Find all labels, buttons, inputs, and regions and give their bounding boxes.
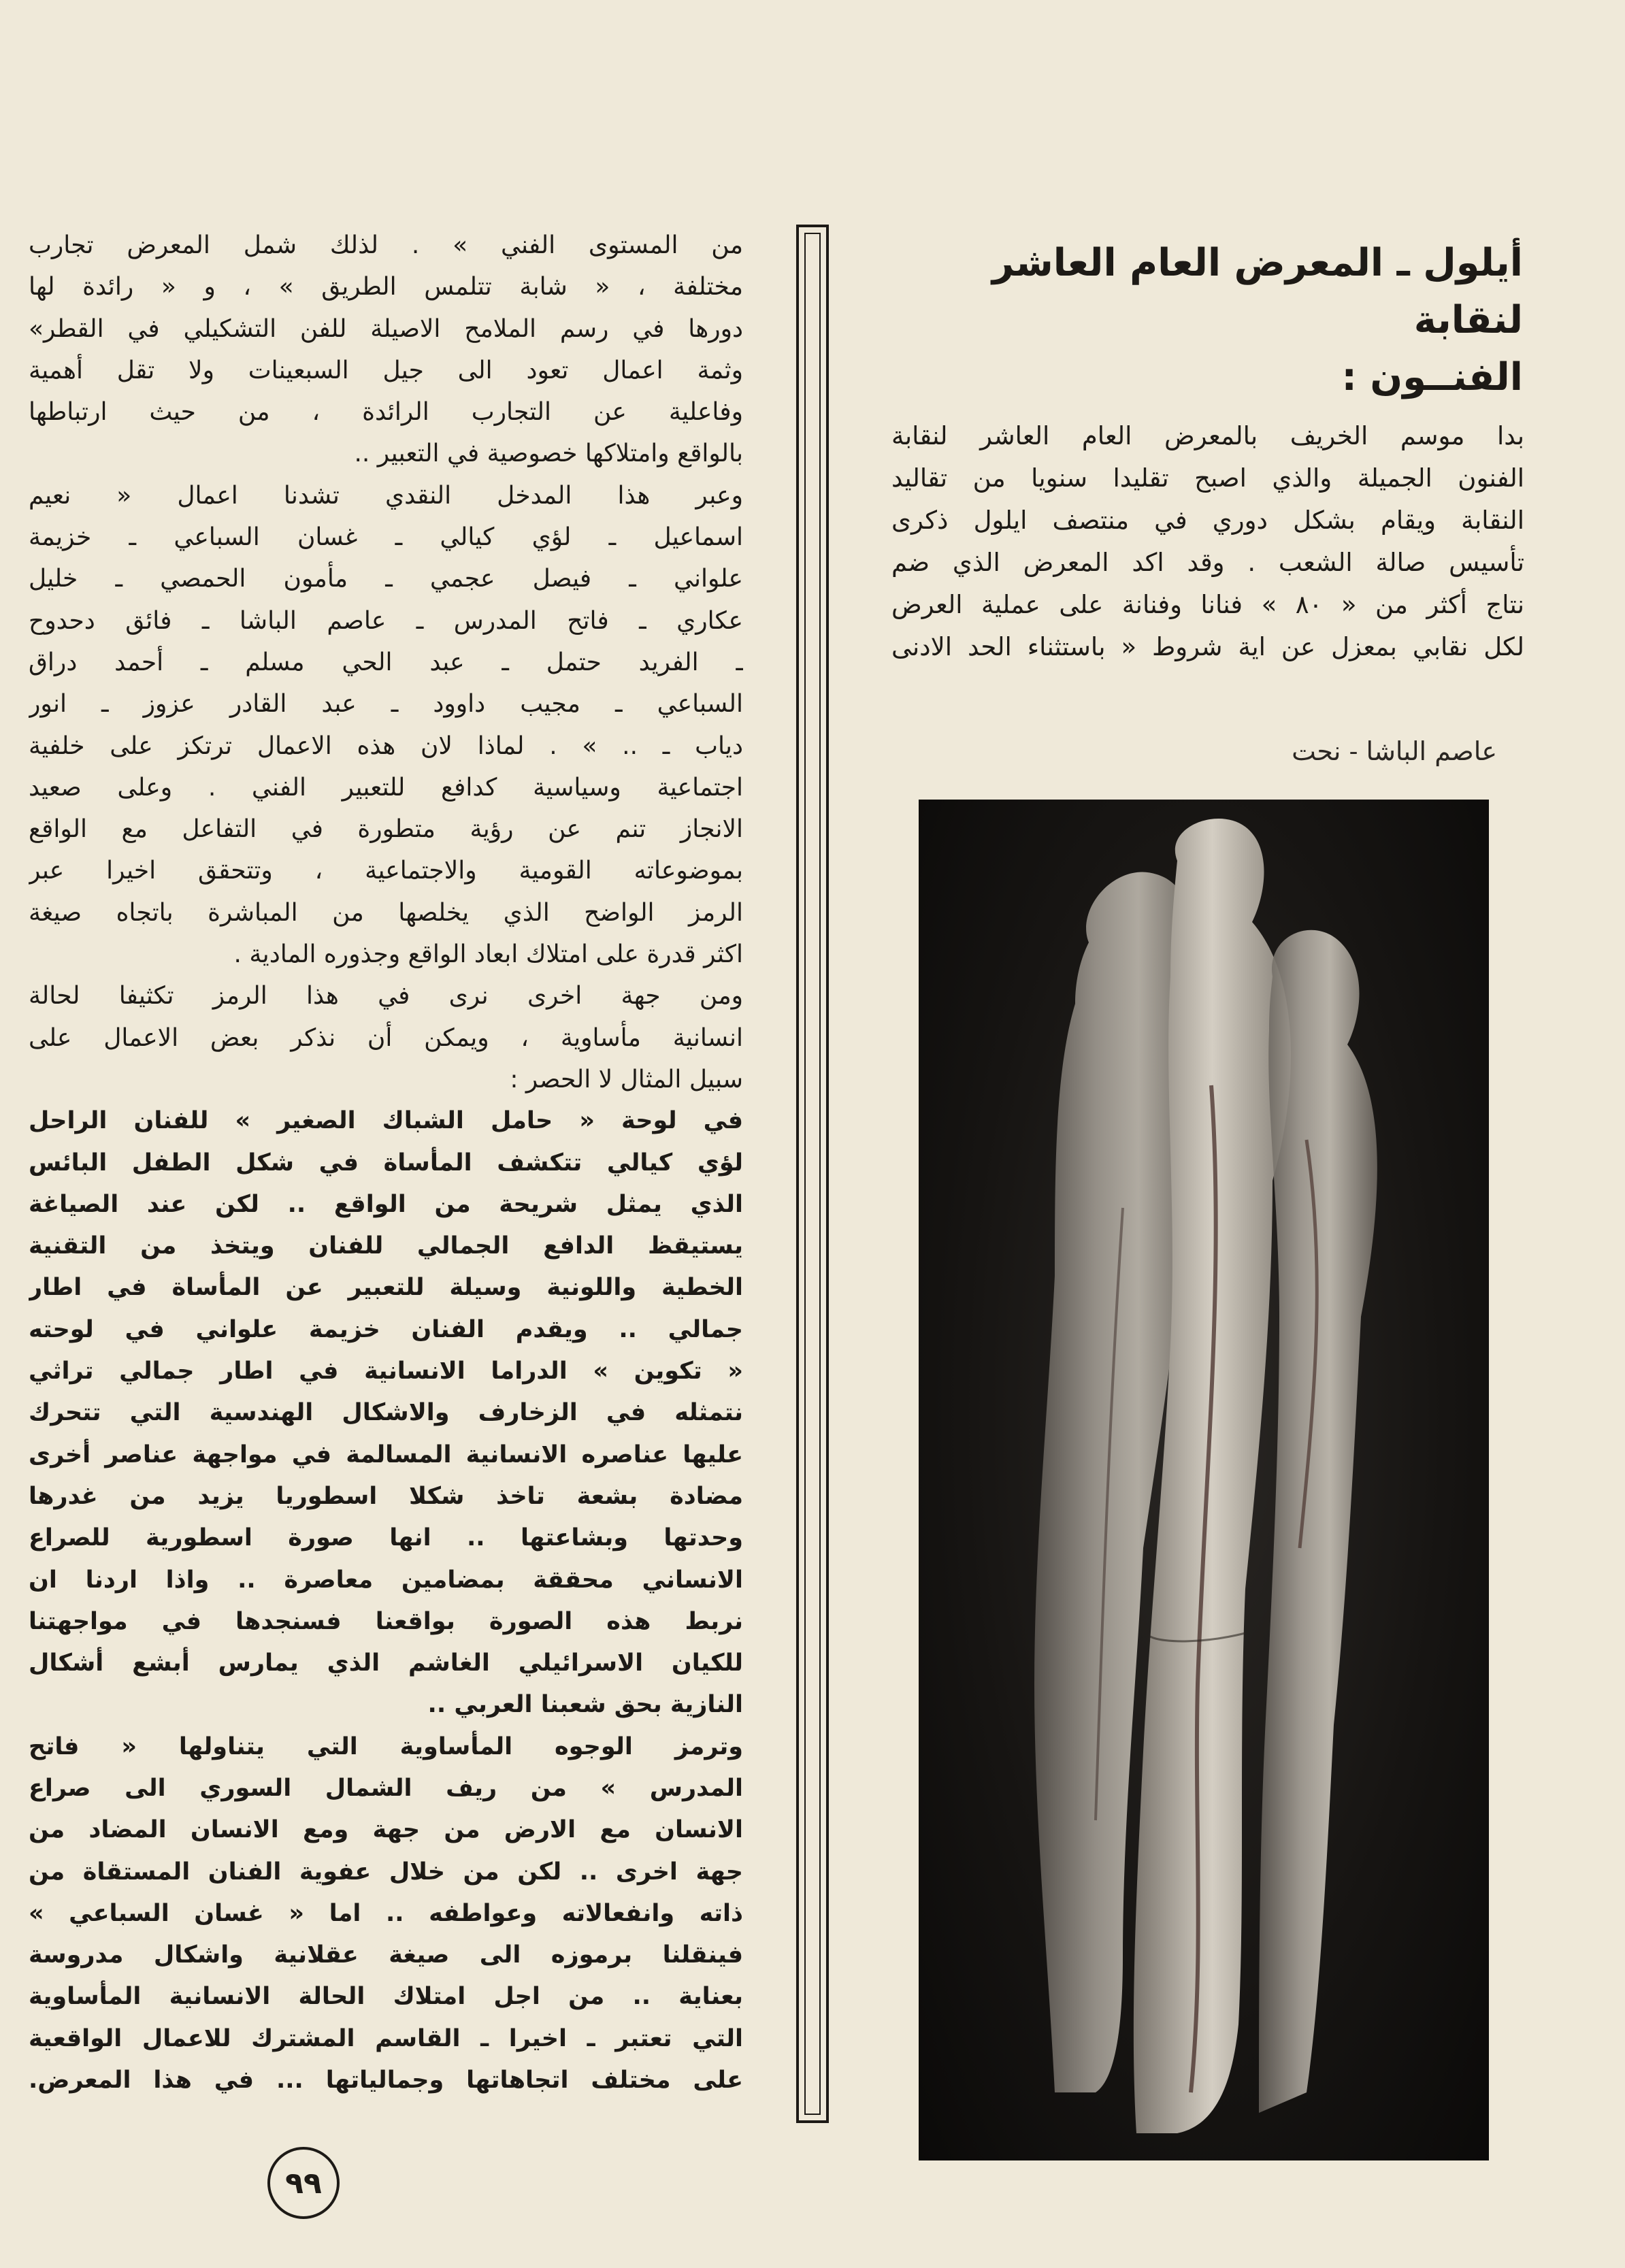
body-line: على مختلف اتجاهاتها وجمالياتها ... في هذا المعرض. xyxy=(29,2067,743,2094)
body-line: وعبر هذا المدخل النقدي تشدنا اعمال « نعيم xyxy=(29,481,743,510)
body-line: نربط هذه الصورة بواقعنا فسنجدها في مواجهتنا xyxy=(29,1607,743,1635)
body-line: بالواقع وامتلاكها خصوصية في التعبير .. xyxy=(354,440,743,468)
body-line: للكيان الاسرائيلي الغاشم الذي يمارس أبشع أشكال xyxy=(29,1649,743,1677)
body-line: الذي يمثل شريحة من الواقع .. لكن عند الصياغة xyxy=(29,1190,743,1218)
body-line: ـ الفريد حتمل ـ عبد الحي مسلم ـ أحمد دراق xyxy=(29,648,743,676)
body-line: عليها عناصره الانسانية المسالمة في مواجهة عناصر أخرى xyxy=(29,1441,743,1468)
body-line: لؤي كيالي تتكشف المأساة في شكل الطفل البائس xyxy=(29,1149,743,1177)
body-line: ذاته وانفعالاته وعواطفه .. اما « غسان السباعي » xyxy=(29,1899,743,1927)
body-line: دياب ـ .. » . لماذا لان هذه الاعمال ترتكز على خلفية xyxy=(29,732,743,760)
body-line: علواني ـ فيصل عجمي ـ مأمون الحمصي ـ خليل xyxy=(29,565,743,593)
heading-line-2: الفنــون : xyxy=(1341,355,1523,399)
body-line: نتمثله في الزخارف والاشكال الهندسية التي تتحرك xyxy=(29,1399,743,1427)
body-line: السباعي ـ مجيب داوود ـ عبد القادر عزوز ـ انور xyxy=(29,690,743,719)
body-line: جمالي .. ويقدم الفنان خزيمة علواني في لوحته xyxy=(29,1315,743,1343)
body-line: بموضوعاته القومية والاجتماعية ، وتتحقق اخيرا عبر xyxy=(29,857,743,885)
intro-line: تأسيس صالة الشعب . وقد اكد المعرض الذي ضم xyxy=(891,548,1524,577)
sculpture-photo xyxy=(919,800,1489,2160)
intro-line: نتاج أكثر من « ٨٠ » فنانا وفنانة على عملية العرض xyxy=(891,590,1524,619)
intro-line: النقابة ويقام بشكل دوري في منتصف ايلول ذكرى xyxy=(891,506,1524,535)
column-divider-frame xyxy=(796,225,829,2123)
body-line: مختلفة ، « شابة تتلمس الطريق » ، و « رائدة لها xyxy=(29,273,743,301)
body-line: جهة اخرى .. لكن من خلال عفوية الفنان المستقاة من xyxy=(29,1858,743,1886)
body-line: الانسان مع الارض من جهة ومع الانسان المضاد من xyxy=(29,1816,743,1844)
intro-line: الفنون الجميلة والذي اصبح تقليدا سنويا من تقاليد xyxy=(891,463,1524,493)
body-line: الانجاز تنم عن رؤية متطورة في التفاعل مع الواقع xyxy=(29,815,743,844)
body-line: وترمز الوجوه المأساوية التي يتناولها « فاتح xyxy=(29,1732,743,1760)
photo-caption: عاصم الباشا - نحت xyxy=(1292,736,1497,766)
body-line: بعناية .. من اجل امتلاك الحالة الانسانية المأساوية xyxy=(29,1983,743,2011)
body-line: انسانية مأساوية ، ويمكن أن نذكر بعض الاعمال على xyxy=(29,1023,743,1052)
article-body xyxy=(29,225,743,2101)
body-line: فينقلنا برموزه الى صيغة عقلانية واشكال مدروسة xyxy=(29,1941,743,1969)
body-line: دورها في رسم الملامح الاصيلة للفن التشكيلي في القطر» xyxy=(29,314,743,343)
body-line: النازية بحق شعبنا العربي .. xyxy=(427,1691,743,1719)
body-line: المدرس » من ريف الشمال السوري الى صراع xyxy=(29,1774,743,1802)
body-line: التي تعتبر ـ اخيرا ـ القاسم المشترك للاعمال الواقعية xyxy=(29,2024,743,2052)
body-line: اكثر قدرة على امتلاك ابعاد الواقع وجذوره المادية . xyxy=(233,940,743,969)
page-number: ٩٩ xyxy=(267,2147,340,2219)
heading-line-1: أيلول ـ المعرض العام العاشر لنقابة xyxy=(991,241,1523,342)
body-line: مضادة بشعة تاخذ شكلا اسطوريا يزيد من غدرها xyxy=(29,1482,743,1510)
body-line: الرمز الواضح الذي يخلصها من المباشرة باتجاه صيغة xyxy=(29,898,743,927)
body-line: وثمة اعمال تعود الى جيل السبعينات ولا تقل أهمية xyxy=(29,356,743,384)
body-line: اسماعيل ـ لؤي كيالي ـ غسان السباعي ـ خزيمة xyxy=(29,523,743,552)
body-line: سبيل المثال لا الحصر : xyxy=(510,1065,743,1094)
intro-line: بدا موسم الخريف بالمعرض العام العاشر لنقابة xyxy=(891,421,1524,450)
sculpture-figure-image xyxy=(919,800,1489,2160)
body-line: الخطية واللونية وسيلة للتعبير عن المأساة في اطار xyxy=(29,1274,743,1302)
body-line: في لوحة « حامل الشباك الصغير » للفنان الراحل xyxy=(29,1107,743,1135)
body-line: عكاري ـ فاتح المدرس ـ عاصم الباشا ـ فائق دحدوح xyxy=(29,606,743,635)
intro-line: لكل نقابي بمعزل عن اية شروط « باستثناء الحد الادنى xyxy=(891,632,1524,661)
body-line: اجتماعية وسياسية كدافع للتعبير الفني . وعلى صعيد xyxy=(29,773,743,802)
body-line: يستيقظ الدافع الجمالي للفنان ويتخذ من التقنية xyxy=(29,1232,743,1260)
body-line: وحدتها وبشاعتها .. انها صورة اسطورية للصراع xyxy=(29,1524,743,1552)
body-line: وفاعلية عن التجارب الرائدة ، من حيث ارتباطها xyxy=(29,398,743,427)
article-heading xyxy=(878,235,1523,406)
body-line: الانساني محققة بمضامين معاصرة .. واذا اردنا ان xyxy=(29,1566,743,1594)
body-line: من المستوى الفني » . لذلك شمل المعرض تجارب xyxy=(29,231,743,259)
body-line: ومن جهة اخرى نرى في هذا الرمز تكثيفا لحالة xyxy=(29,982,743,1010)
body-line: « تكوين » الدراما الانسانية في اطار جمالي تراثي xyxy=(29,1358,743,1385)
intro-paragraph xyxy=(891,415,1524,668)
